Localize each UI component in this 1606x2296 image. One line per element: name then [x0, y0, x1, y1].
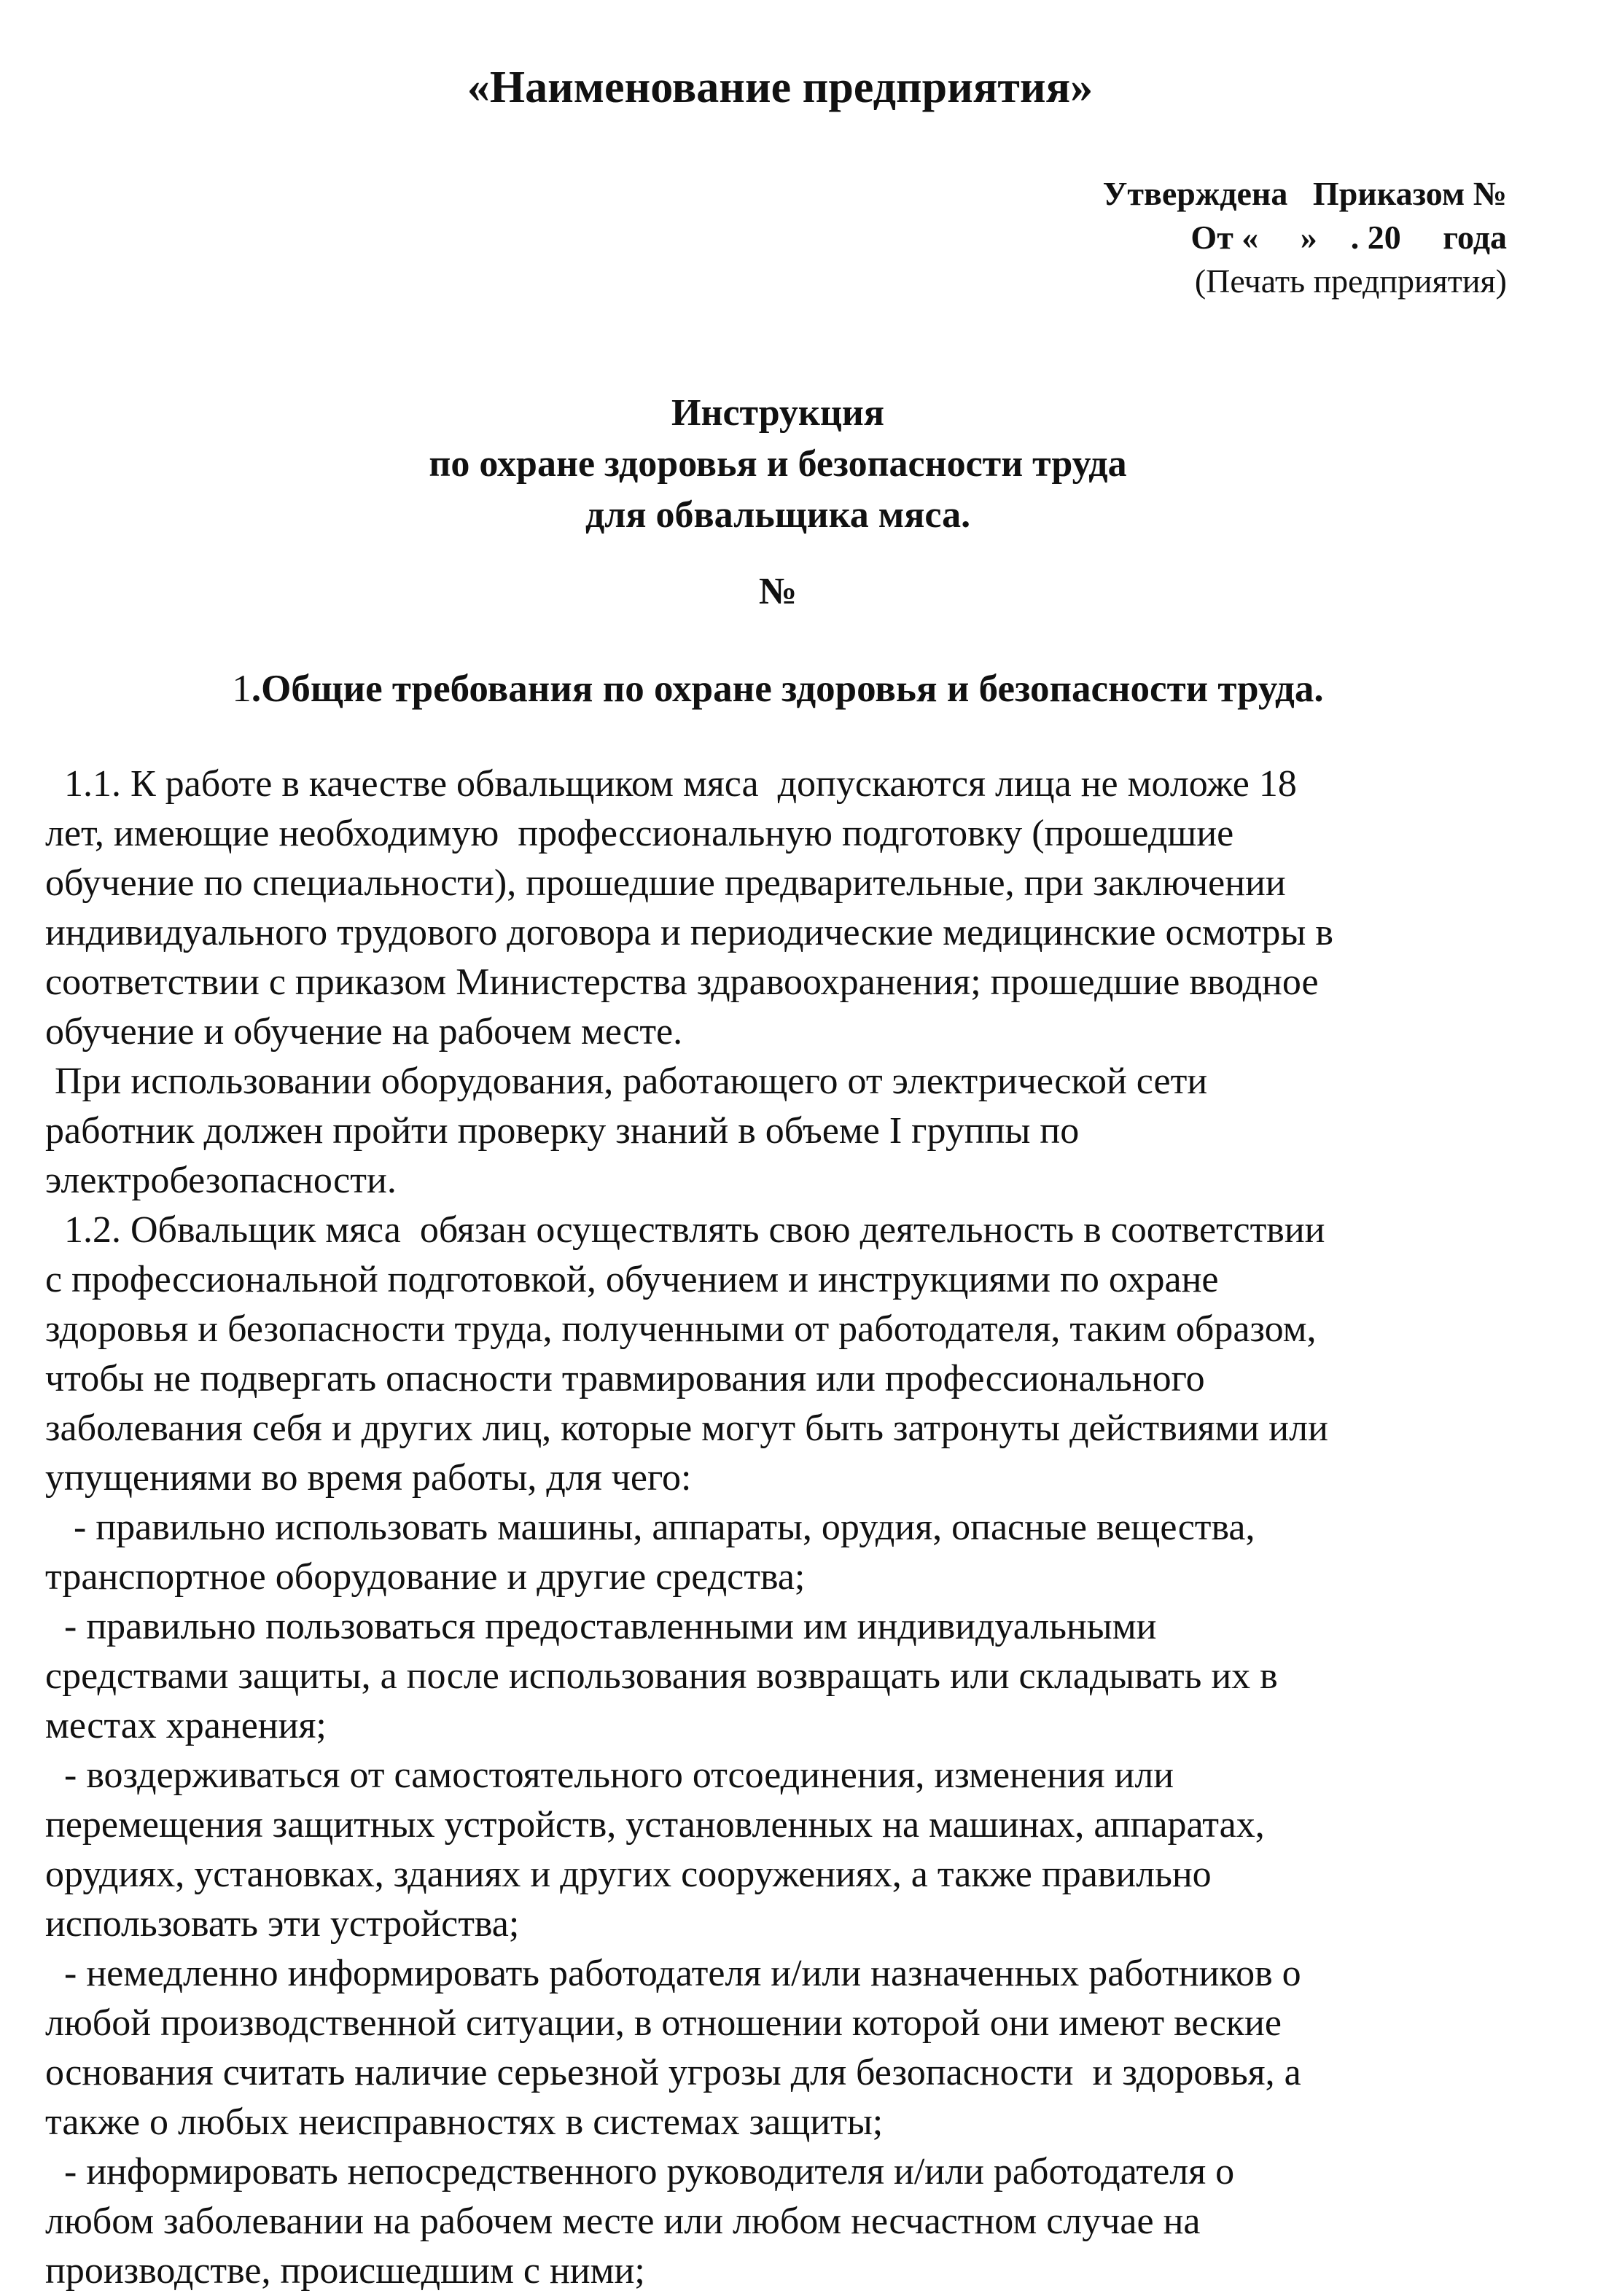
body-line: орудиях, установках, зданиях и других сооружениях, а также правильно: [45, 1854, 1212, 1895]
body-line: использовать эти устройства;: [45, 1903, 520, 1945]
document-title: [0, 388, 1556, 541]
title-line-1: Инструкция: [671, 392, 884, 434]
body-line: - правильно использовать машины, аппараты, орудия, опасные вещества,: [45, 1507, 1255, 1548]
body-line: При использовании оборудования, работающего от электрической сети: [45, 1061, 1208, 1102]
body-line: 1.1. К работе в качестве обвальщиком мяса допускаются лица не моложе 18: [45, 763, 1297, 805]
approval-date-line: От « » . 20 года: [1190, 219, 1507, 256]
document-number: №: [758, 571, 798, 612]
body-line: перемещения защитных устройств, установленных на машинах, аппаратах,: [45, 1804, 1265, 1846]
section-heading-text: .Общие требования по охране здоровья и безопасности труда.: [251, 668, 1324, 710]
body-line: - немедленно информировать работодателя и/или назначенных работников о: [45, 1953, 1301, 1994]
title-line-3: для обвальщика мяса.: [585, 494, 971, 536]
body-line: лет, имеющие необходимую профессиональную подготовку (прошедшие: [45, 813, 1234, 854]
body-line: производстве, происшедшим с ними;: [45, 2250, 645, 2292]
body-line: любом заболевании на рабочем месте или любом несчастном случае на: [45, 2201, 1201, 2242]
body-line: также о любых неисправностях в системах защиты;: [45, 2101, 884, 2143]
body-line: транспортное оборудование и другие средства;: [45, 1556, 806, 1598]
body-line: здоровья и безопасности труда, полученными от работодателя, таким образом,: [45, 1308, 1317, 1350]
body-line: 1.2. Обвальщик мяса обязан осуществлять свою деятельность в соответствии: [45, 1209, 1325, 1251]
body-line: соответствии с приказом Министерства здравоохранения; прошедшие вводное: [45, 961, 1319, 1003]
body-line: обучение по специальности), прошедшие предварительные, при заключении: [45, 862, 1286, 904]
body-line: заболевания себя и других лиц, которые могут быть затронуты действиями или: [45, 1407, 1328, 1449]
approval-order-line: Утверждена Приказом №: [1102, 175, 1507, 212]
section-number: 1: [232, 668, 252, 710]
body-line: с профессиональной подготовкой, обучением и инструкциями по охране: [45, 1259, 1219, 1300]
organization-name: «Наименование предприятия»: [467, 63, 1094, 112]
body-line: основания считать наличие серьезной угрозы для безопасности и здоровья, а: [45, 2052, 1301, 2093]
body-line: - воздерживаться от самостоятельного отсоединения, изменения или: [45, 1754, 1174, 1796]
body-line: средствами защиты, а после использования возвращать или складывать их в: [45, 1655, 1278, 1697]
approval-block: [851, 172, 1507, 303]
body-line: упущениями во время работы, для чего:: [45, 1457, 692, 1499]
body-line: чтобы не подвергать опасности травмирования или профессионального: [45, 1358, 1205, 1399]
body-line: электробезопасности.: [45, 1160, 397, 1201]
body-line: работник должен пройти проверку знаний в объеме I группы по: [45, 1110, 1080, 1152]
body-line: обучение и обучение на рабочем месте.: [45, 1011, 683, 1053]
body-line: - информировать непосредственного руководителя и/или работодателя о: [45, 2151, 1235, 2192]
title-line-2: по охране здоровья и безопасности труда: [429, 443, 1127, 485]
body-text: [45, 760, 1562, 2296]
approval-seal-line: (Печать предприятия): [1194, 262, 1507, 300]
body-line: местах хранения;: [45, 1705, 327, 1746]
body-line: - правильно пользоваться предоставленными им индивидуальными: [45, 1606, 1157, 1647]
body-line: любой производственной ситуации, в отношении которой они имеют веские: [45, 2002, 1282, 2044]
section-heading: [0, 663, 1556, 714]
body-line: индивидуального трудового договора и периодические медицинские осмотры в: [45, 912, 1333, 953]
